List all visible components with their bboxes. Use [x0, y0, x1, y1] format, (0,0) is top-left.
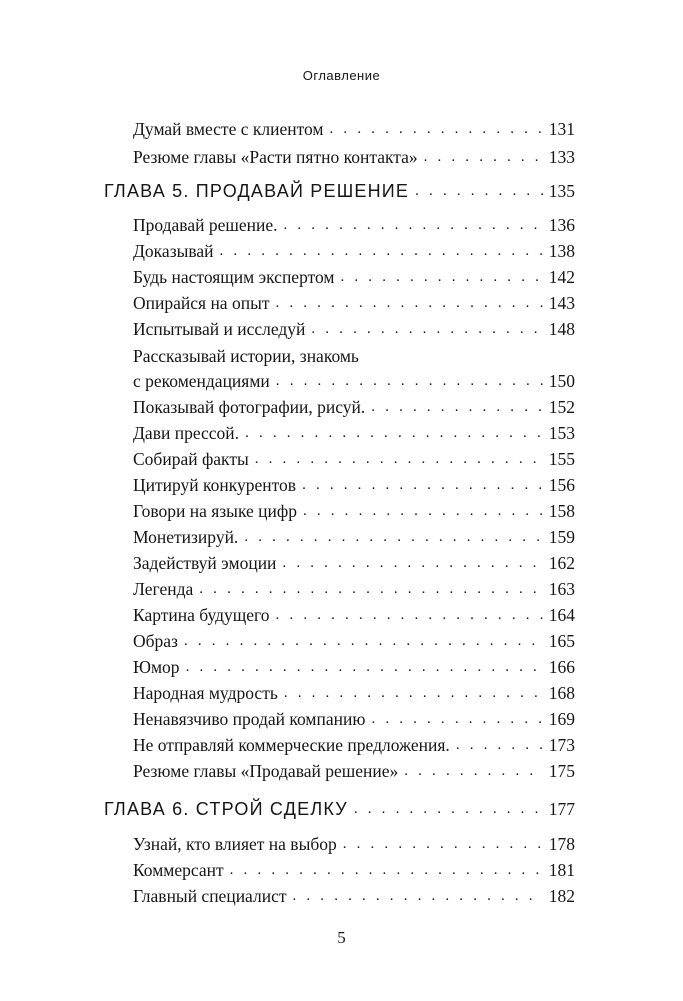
toc-entry-page: 166 — [548, 657, 575, 677]
toc-entry-page: 153 — [548, 423, 575, 443]
toc-entry-page: 156 — [548, 475, 575, 495]
toc-entry-title-line1: Рассказывай истории, знакомь — [133, 346, 359, 366]
dot-leader — [302, 472, 543, 498]
toc-entry-title: Доказывай — [133, 241, 214, 261]
dot-leader — [330, 116, 543, 142]
dot-leader — [275, 290, 542, 316]
toc-entry — [133, 654, 575, 680]
toc-entry — [133, 446, 575, 472]
toc-entry-title: с рекомендациями — [133, 371, 270, 391]
toc-entry — [133, 498, 575, 524]
toc-entry-title: Легенда — [133, 579, 194, 599]
toc-entry — [133, 680, 575, 706]
toc-entry — [133, 144, 575, 170]
toc-entry-title: Коммерсант — [133, 860, 224, 880]
dot-leader — [245, 420, 543, 446]
toc-entry-title: Опирайся на опыт — [133, 293, 270, 313]
dot-leader — [186, 654, 543, 680]
toc-entry-page: 159 — [548, 527, 575, 547]
toc-entry — [133, 212, 575, 238]
toc-entry-title: Юмор — [133, 657, 180, 677]
toc-entry-page: 163 — [548, 579, 575, 599]
dot-leader — [404, 758, 543, 784]
toc-entry-title: Картина будущего — [133, 605, 270, 625]
toc-entry-title: Образ — [133, 631, 178, 651]
toc-entry-title: Испытывай и исследуй — [133, 319, 306, 339]
toc-entry — [133, 857, 575, 883]
toc-entry — [133, 238, 575, 264]
toc-entry-page: 178 — [548, 834, 575, 854]
dot-leader — [371, 394, 542, 420]
toc-entry-page: 152 — [548, 397, 575, 417]
toc-entry-title: Будь настоящим экспертом — [133, 267, 335, 287]
toc-entry-page: 177 — [548, 799, 575, 819]
toc-entry-title: Резюме главы «Продавай решение» — [133, 761, 399, 781]
toc-entry — [133, 420, 575, 446]
toc-entry-title: Показывай фотографии, рисуй. — [133, 397, 366, 417]
toc-entry-title: Продавай решение. — [133, 215, 278, 235]
toc-entry-title: Думай вместе с клиентом — [133, 119, 324, 139]
toc-entry-page: 165 — [548, 631, 575, 651]
toc-entry-title: Главный специалист — [133, 886, 287, 906]
toc-entry-page: 173 — [548, 735, 575, 755]
dot-leader — [184, 628, 543, 654]
dot-leader — [276, 368, 543, 394]
toc-entry-title: Ненавязчиво продай компанию — [133, 709, 366, 729]
toc-entry — [133, 831, 575, 857]
toc-entry-page: 133 — [548, 147, 575, 167]
toc-entry — [133, 524, 575, 550]
toc-entry — [133, 368, 575, 394]
dot-leader — [199, 576, 542, 602]
dot-leader — [284, 680, 543, 706]
toc-entry-page: 138 — [548, 241, 575, 261]
toc-entry-page: 162 — [548, 553, 575, 573]
dot-leader — [354, 796, 543, 822]
toc-entry — [133, 550, 575, 576]
dot-leader — [244, 524, 542, 550]
toc-entry — [133, 264, 575, 290]
toc-entry — [133, 706, 575, 732]
toc-chapter-entry — [104, 178, 575, 204]
toc-entry-page: 150 — [548, 371, 575, 391]
toc-entry — [133, 394, 575, 420]
toc-entry — [133, 116, 575, 142]
toc-entry-title: Дави прессой. — [133, 423, 240, 443]
toc-entry-page: 142 — [548, 267, 575, 287]
dot-leader — [230, 857, 543, 883]
dot-leader — [255, 446, 543, 472]
toc-entry-page: 158 — [548, 501, 575, 521]
toc-entry-title: Цитируй конкурентов — [133, 475, 297, 495]
dot-leader — [276, 602, 543, 628]
toc-entry-page: 136 — [548, 215, 575, 235]
toc-entry — [133, 602, 575, 628]
toc-entry-page: 169 — [548, 709, 575, 729]
dot-leader — [341, 264, 543, 290]
toc-entry-page: 164 — [548, 605, 575, 625]
toc-entry-page: 168 — [548, 683, 575, 703]
dot-leader — [415, 178, 543, 204]
dot-leader — [283, 212, 542, 238]
toc-chapter-title: ГЛАВА 5. ПРОДАВАЙ РЕШЕНИЕ — [104, 181, 410, 201]
dot-leader — [220, 238, 543, 264]
running-title: Оглавление — [302, 68, 381, 83]
toc-entry — [133, 576, 575, 602]
toc-entry-page: 175 — [548, 761, 575, 781]
toc-entry-title: Собирай факты — [133, 449, 249, 469]
toc-entry-page: 148 — [548, 319, 575, 339]
toc-chapter-entry — [104, 796, 575, 822]
dot-leader — [343, 831, 543, 857]
toc-entry — [133, 883, 575, 909]
toc-entry — [133, 628, 575, 654]
toc-entry-title: Говори на языке цифр — [133, 501, 297, 521]
page-number: 5 — [337, 928, 346, 947]
toc-entry — [133, 316, 575, 342]
dot-leader — [311, 316, 542, 342]
toc-entry-page: 181 — [548, 860, 575, 880]
toc-entry-title: Народная мудрость — [133, 683, 278, 703]
toc-entry-page: 143 — [548, 293, 575, 313]
toc-entry-page: 131 — [548, 119, 575, 139]
toc-entry — [133, 732, 575, 758]
toc-entry-page: 155 — [548, 449, 575, 469]
dot-leader — [303, 498, 543, 524]
toc-entry-title: Не отправляй коммерческие предложения. — [133, 735, 450, 755]
dot-leader — [371, 706, 542, 732]
dot-leader — [293, 883, 543, 909]
dot-leader — [456, 732, 543, 758]
toc-entry-page: 182 — [548, 886, 575, 906]
toc-entry-title: Задействуй эмоции — [133, 553, 277, 573]
toc-entry — [133, 472, 575, 498]
toc-chapter-title: ГЛАВА 6. СТРОЙ СДЕЛКУ — [104, 799, 348, 819]
toc-entry-title: Узнай, кто влияет на выбор — [133, 834, 337, 854]
toc-entry — [133, 758, 575, 784]
dot-leader — [282, 550, 542, 576]
dot-leader — [424, 144, 543, 170]
toc-entry-title: Резюме главы «Расти пятно контакта» — [133, 147, 418, 167]
toc-entry-title: Монетизируй. — [133, 527, 239, 547]
toc-entry — [133, 290, 575, 316]
toc-entry-page: 135 — [548, 181, 575, 201]
